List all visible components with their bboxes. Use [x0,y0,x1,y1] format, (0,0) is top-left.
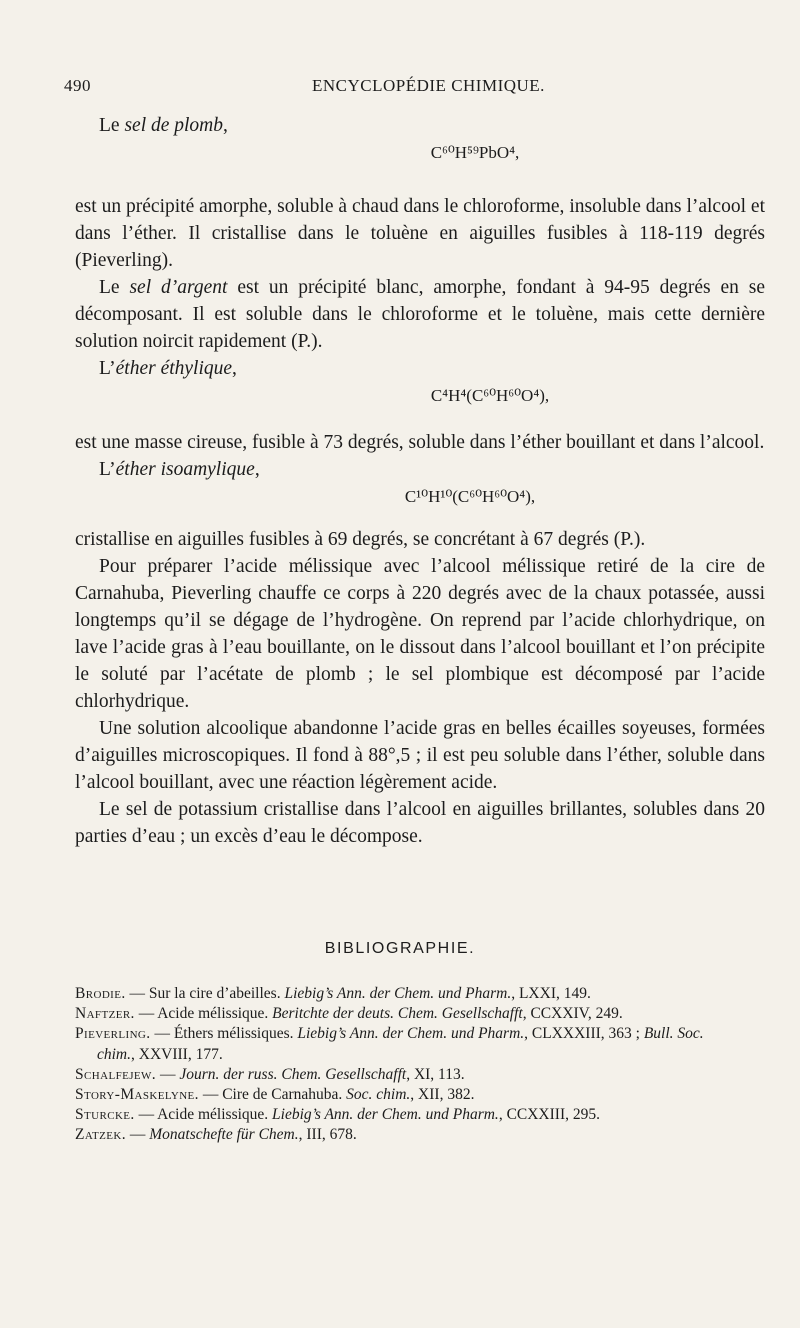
bibliography-entry: Zatzek. — Monatschefte für Chem., III, 678. [75,1126,357,1144]
formula-lead: C⁶⁰H⁵⁹PbO⁴, [430,143,520,162]
main-text [75,112,765,850]
page-number: 490 [64,76,91,95]
bibliography-entry: Sturcke. — Acide mélissique. Liebig’s Ann. der Chem. und Pharm., CCXXIII, 295. [75,1106,600,1124]
ether-isoamyl-text: cristallise en aiguilles fusibles à 69 degrés, se concrétant à 67 degrés (P.). [75,529,646,550]
formula-isoamyl: C¹⁰H¹⁰(C⁶⁰H⁶⁰O⁴), [404,487,536,506]
bibliography-entry: Story-Maskelyne. — Cire de Carnahuba. Soc. chim., XII, 382. [75,1086,475,1104]
bibliography-entry: Pieverling. — Éthers mélissiques. Liebig’s Ann. der Chem. und Pharm., CLXXXIII, 363 ; Bull. Soc. chim., XXVIII, 177. [75,1025,704,1063]
bibliography-list [75,984,705,1146]
lead-italic-term: sel de plomb [124,115,224,136]
bibliography-title: BIBLIOGRAPHIE. [324,940,476,957]
paragraph-1: est un précipité amorphe, soluble à chaud dans le chloroforme, insoluble dans l’alcool et dans l’éther. Il cristallise dans le toluène en aiguilles fusibles à 118-119 degrés (Pieverling). [75,196,765,271]
formula-ethyl: C⁴H⁴(C⁶⁰H⁶⁰O⁴), [430,386,550,405]
bibliography-entry: Schalfejew. — Journ. der russ. Chem. Gesellschafft, XI, 113. [75,1065,465,1083]
body-paragraph-1: Pour préparer l’acide mélissique avec l’alcool mélissique retiré de la cire de Carnahuba, Pieverling chauffe ce corps à 220 degrés avec de la chaux potassée, aussi longtemps qu’il se dégage de l’hydrogène. On reprend par l’acide chlorhydrique, on lave l’acide gras à l’eau bouillante, on le dissout dans l’alcool bouillant et l’on précipite le soluté par l’acétate de plomb ; le sel plombique est décomposé par l’acide chlorhydrique. [75,556,765,712]
ether-isoamyl-heading: L’éther isoamylique, [99,459,260,480]
paragraph-2: Le sel d’argent est un précipité blanc, amorphe, fondant à 94-95 degrés en se décomposant. Il est soluble dans le chloroforme et le toluène, mais cette dernière solution noircit rapidement (P.). [75,277,765,352]
body-paragraph-2: Une solution alcoolique abandonne l’acide gras en belles écailles soyeuses, formées d’aiguilles microscopiques. Il fond à 88°,5 ; il est peu soluble dans l’éther, soluble dans l’alcool bouillant, avec une réaction légèrement acide. [75,718,765,793]
running-head [64,76,764,100]
bibliography-entry: Naftzer. — Acide mélissique. Beritchte der deuts. Chem. Gesellschafft, CCXXIV, 249. [75,1005,623,1023]
lead-heading: Le sel de plomb, [99,115,228,136]
journal-title: ENCYCLOPÉDIE CHIMIQUE. [312,76,545,95]
ether-ethyl-heading: L’éther éthylique, [99,358,237,379]
bibliography-entry: Brodie. — Sur la cire d’abeilles. Liebig’s Ann. der Chem. und Pharm., LXXI, 149. [75,985,591,1002]
ether-ethyl-text: est une masse cireuse, fusible à 73 degrés, soluble dans l’éther bouillant et dans l’alcool. [75,432,765,453]
body-paragraph-3: Le sel de potassium cristallise dans l’alcool en aiguilles brillantes, solubles dans 20 parties d’eau ; un excès d’eau le décompose. [75,799,765,847]
